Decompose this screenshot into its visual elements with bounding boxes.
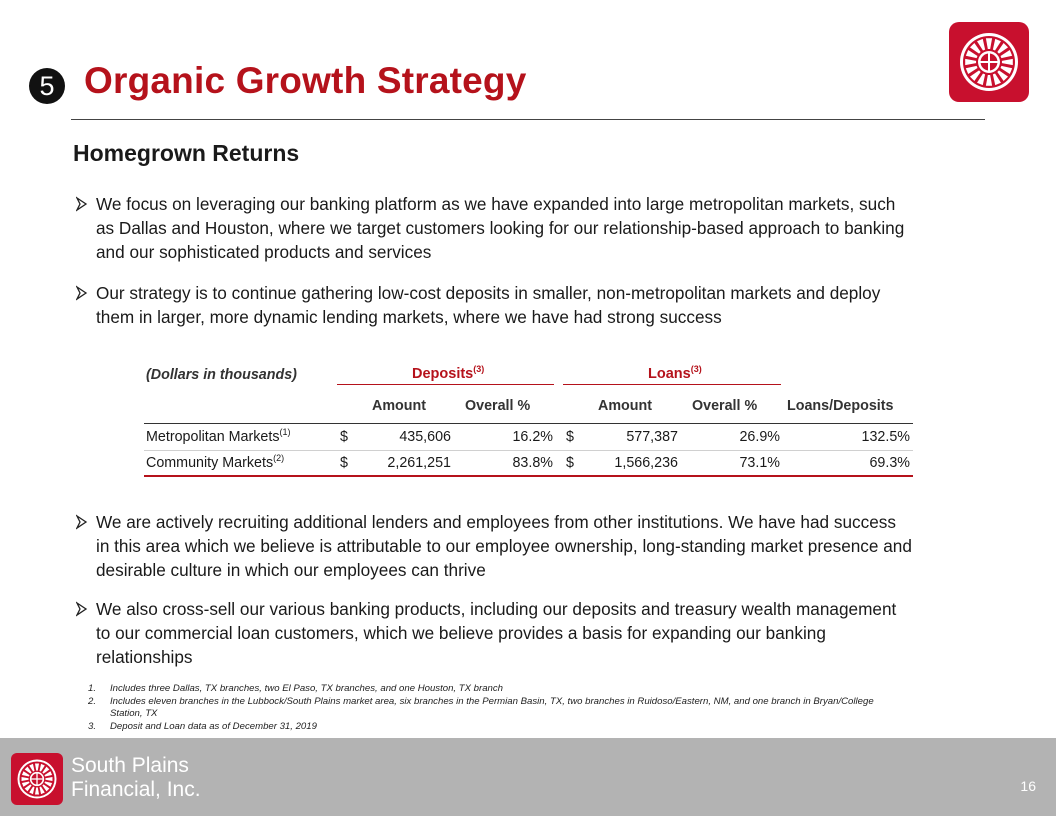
loan-amount: 1,566,236 <box>614 455 678 471</box>
footnote-1 <box>88 683 1000 695</box>
loan-currency: $ <box>566 429 574 445</box>
col-header-loan-overall: Overall % <box>692 398 758 414</box>
footnote-3 <box>88 721 1000 733</box>
section-subtitle: Homegrown Returns <box>73 140 300 166</box>
deposit-amount: 435,606 <box>399 429 451 445</box>
footer-company-name <box>71 754 201 802</box>
table-bottom-rule <box>144 475 913 477</box>
row-note-ref: (1) <box>279 427 291 437</box>
footnote-text: Station, TX <box>110 708 158 719</box>
footer-logo <box>11 753 63 805</box>
loans-note-ref: (3) <box>690 364 702 374</box>
row-note-ref: (2) <box>273 453 285 463</box>
deposits-group-label: Deposits <box>412 366 474 382</box>
arrowhead-bullet-icon <box>76 285 88 301</box>
row-label-text: Metropolitan Markets <box>146 429 280 445</box>
deposits-note-ref: (3) <box>473 364 485 374</box>
loan-overall-pct: 26.9% <box>739 429 780 445</box>
sun-wheel-logo-icon <box>11 753 63 805</box>
loans-group-label: Loans <box>648 366 691 382</box>
deposit-amount: 2,261,251 <box>387 455 451 471</box>
col-header-loans-deposits: Loans/Deposits <box>787 398 894 414</box>
row-label-text: Community Markets <box>146 455 274 471</box>
section-number-badge: 5 <box>29 68 65 104</box>
footnote-2 <box>88 696 1000 720</box>
loans-group-underline <box>563 384 781 385</box>
footnote-text: Includes eleven branches in the Lubbock/South Plains market area, six branches in the Permian Basin, TX, two branches in Ruidoso/Eastern, NM, and one branch in Bryan/College <box>110 696 874 707</box>
company-name-line: South Plains <box>71 754 189 777</box>
table-header-rule <box>144 423 913 424</box>
loans-deposits-ratio: 132.5% <box>861 429 910 445</box>
bullet-item-strategy <box>76 281 996 329</box>
company-name-line: Financial, Inc. <box>71 778 201 801</box>
footnote-number: 2. <box>88 696 97 707</box>
row-label-community <box>146 455 284 471</box>
table-row-divider <box>144 450 913 451</box>
bullet-line: and our sophisticated products and services <box>96 242 432 262</box>
title-divider <box>71 119 985 120</box>
footnote-text: Deposit and Loan data as of December 31, 2019 <box>110 721 317 732</box>
bullet-line: We focus on leveraging our banking platform as we have expanded into large metropolitan markets, such <box>96 194 896 214</box>
row-label-metropolitan <box>146 429 291 445</box>
deposits-group-underline <box>337 384 554 385</box>
footnote-text: Includes three Dallas, TX branches, two El Paso, TX branches, and one Houston, TX branch <box>110 683 504 694</box>
bullet-line: them in larger, more dynamic lending markets, where we have had strong success <box>96 307 722 327</box>
arrowhead-bullet-icon <box>76 601 88 617</box>
bullet-line: relationships <box>96 647 193 667</box>
bullet-line: We are actively recruiting additional lenders and employees from other institutions. We have had success <box>96 512 896 532</box>
col-header-deposit-amount: Amount <box>372 398 426 414</box>
bullet-line: in this area which we believe is attributable to our employee ownership, long-standing market presence and <box>96 536 912 556</box>
bullet-line: desirable culture in which our employees can thrive <box>96 560 486 580</box>
loan-amount: 577,387 <box>626 429 678 445</box>
arrowhead-bullet-icon <box>76 196 88 212</box>
bullet-line: We also cross-sell our various banking products, including our deposits and treasury wealth management <box>96 599 897 619</box>
deposit-overall-pct: 16.2% <box>512 429 553 445</box>
deposit-overall-pct: 83.8% <box>512 455 553 471</box>
bullet-line: as Dallas and Houston, where we target customers looking for our relationship-based approach to banking <box>96 218 905 238</box>
page-title: Organic Growth Strategy <box>84 60 527 101</box>
sun-wheel-logo-icon <box>949 22 1029 102</box>
footnote-number: 1. <box>88 683 97 694</box>
footer-bar <box>0 738 1056 816</box>
company-logo <box>949 22 1029 102</box>
loan-currency: $ <box>566 455 574 471</box>
arrowhead-bullet-icon <box>76 514 88 530</box>
table-units-label: (Dollars in thousands) <box>146 367 297 383</box>
loans-group-header <box>648 366 702 382</box>
loans-deposits-ratio: 69.3% <box>869 455 910 471</box>
bullet-item-cross-sell <box>76 597 996 669</box>
page-number: 16 <box>1020 778 1036 794</box>
deposit-currency: $ <box>340 455 348 471</box>
col-header-loan-amount: Amount <box>598 398 652 414</box>
deposits-group-header <box>412 366 484 382</box>
footnote-number: 3. <box>88 721 97 732</box>
bullet-item-recruiting <box>76 510 996 582</box>
col-header-deposit-overall: Overall % <box>465 398 531 414</box>
loan-overall-pct: 73.1% <box>739 455 780 471</box>
bullet-line: Our strategy is to continue gathering low-cost deposits in smaller, non-metropolitan markets and deploy <box>96 283 881 303</box>
bullet-line: to our commercial loan customers, which we believe provides a basis for expanding our banking <box>96 623 826 643</box>
deposit-currency: $ <box>340 429 348 445</box>
bullet-item-platform <box>76 192 996 264</box>
